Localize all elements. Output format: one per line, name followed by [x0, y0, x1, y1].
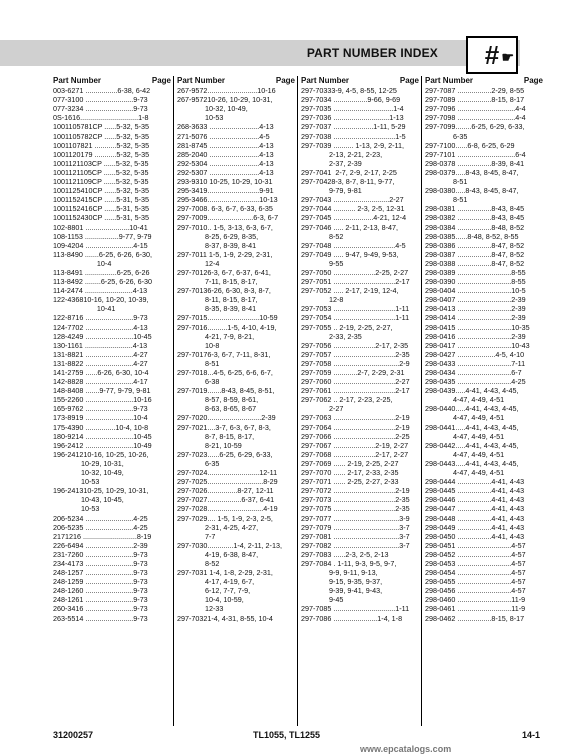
index-entry: 10-29, 10-31, [53, 458, 124, 468]
index-entry: 113-8490 .......6-25, 6-26, 6-30, [53, 249, 152, 259]
index-logo [466, 36, 518, 74]
index-entry: 8-11, 8-15, 8-17, [177, 295, 258, 305]
index-entry: 0S-1616.............................1-8 [53, 113, 149, 123]
index-entry: 298-0416 ...........................2-39 [425, 331, 526, 341]
index-entry: 297-7053 ...............................1-11 [301, 304, 410, 314]
index-entry: 1001152430CP ......5-31, 5-35 [53, 213, 150, 223]
index-entry: 297-7059 ............2-7, 2-29, 2-31 [301, 368, 405, 377]
index-entry: 297-7067 .....................2-19, 2-27 [301, 440, 409, 450]
index-entry: 248-1260 ........................9-73 [53, 586, 148, 596]
index-entry: 4-47, 4-49, 4-51 [425, 431, 505, 441]
index-entry: 298-0452 ...........................4-57 [425, 549, 526, 559]
index-list [301, 86, 419, 623]
index-entry: 8-37, 8-39, 8-41 [177, 240, 257, 250]
index-entry: 077-3100 ........................9-73 [53, 95, 148, 105]
index-entry: 297-7066 ...............................2-25 [301, 431, 410, 441]
index-entry: 10-32, 10-49, [177, 104, 248, 114]
index-entry: 234-4173 ........................9-73 [53, 558, 148, 568]
index-entry: 8-25, 6-29, 8-35, [177, 231, 259, 241]
index-entry: 297-7100......6-8, 6-25, 6-29 [425, 140, 515, 150]
index-entry: 281-8745 .........................4-13 [177, 140, 274, 150]
index-entry: 297-7034 .................9-66, 9-69 [301, 95, 401, 105]
index-entry: 6-38 [177, 377, 220, 387]
index-entry: 298-0404 ...........................10-5 [425, 286, 526, 296]
index-entry: 295-3419..........................9-91 [177, 186, 274, 196]
index-entry: 267-957210-26, 10-29, 10-31, [177, 95, 273, 105]
index-entry: 297-7009.......................6-3, 6-7 [177, 213, 279, 223]
part-number-header: Part Number [53, 76, 102, 85]
index-entry: 6-35 [425, 131, 468, 141]
index-entry: 297-7056 .....................2-17, 2-35 [301, 340, 409, 350]
document-number: 31200257 [53, 730, 94, 740]
index-entry: 8-35, 8-39, 8-41 [177, 304, 257, 314]
index-entry: 148-8408 .......9-77, 9-79, 9-81 [53, 386, 151, 396]
index-entry: 142-8828 ........................4-17 [53, 377, 148, 387]
index-entry: 4-21, 7-9, 8-21, [177, 331, 255, 341]
index-entry: 297-7073 ...............................2-35 [301, 495, 410, 505]
index-entry: 271-5076 .........................4-5 [177, 131, 270, 141]
index-entry: 298-0427 ...................4-5, 4-10 [425, 349, 525, 359]
index-entry: 124-7702 ........................4-13 [53, 322, 148, 332]
index-entry: 298-0433 ...........................7-11 [425, 358, 526, 368]
index-entry: 297-70333-9, 4-5, 8-55, 12-25 [301, 86, 397, 96]
index-entry: 298-0442.....4-41, 4-43, 4-45, [425, 440, 519, 450]
index-entry: 297-7011 1-5, 1-9, 2-29, 2-31, [177, 249, 273, 259]
index-entry: 298-0385......8-48, 8-52, 8-55 [425, 231, 519, 241]
pointing-hand-icon: ☛ [501, 49, 514, 65]
index-entry: 173-8919 ........................10-4 [53, 413, 148, 423]
index-entry: 2-33, 2-35 [301, 331, 362, 341]
column-header [425, 76, 543, 85]
index-entry: 285-2040 .........................4-13 [177, 149, 274, 159]
index-entry: 231-7260 ........................9-73 [53, 549, 148, 559]
index-entry: 7-11, 8-15, 8-17, [177, 277, 258, 287]
column-divider [421, 76, 422, 726]
index-entry: 297-7041 2-7, 2-9, 2-17, 2-25 [301, 167, 397, 177]
index-entry: 298-0386 .................8-47, 8-52 [425, 240, 525, 250]
index-entry: 2-37, 2-39 [301, 158, 362, 168]
index-entry: 2171216 ...........................8-19 [53, 531, 152, 541]
index-entry: 10-41 [53, 304, 116, 314]
watermark: www.epcatalogs.com [360, 744, 452, 754]
index-entry: 4-47, 4-49, 4-51 [425, 468, 505, 478]
index-entry: 297-7027.................6-37, 6-41 [177, 495, 275, 505]
index-entry: 10-4 [53, 258, 112, 268]
index-entry: 298-0407 ...........................2-39 [425, 295, 526, 305]
index-entry: 077-3234 ........................9-73 [53, 104, 148, 114]
index-entry: 108-1153 .................9-77, 9-79 [53, 231, 152, 241]
index-entry: 297-7029.... 1-5, 1-9, 2-3, 2-5, [177, 513, 273, 523]
index-entry: 297-7099........6-25, 6-29, 6-33, [425, 122, 525, 132]
index-entry: 297-70136-26, 6-30, 8-3, 8-7, [177, 286, 271, 296]
index-entry: 298-0413 ...........................2-39 [425, 304, 526, 314]
index-entry: 297-7020...........................2-39 [177, 413, 276, 423]
page-header: Page [275, 76, 295, 85]
index-entry: 003-6271 ................6-38, 6-42 [53, 86, 151, 96]
index-entry: 298-0446 .................4-41, 4-43 [425, 495, 525, 505]
index-entry: 297-7035 ..............................1-4 [301, 104, 404, 114]
page-header: Page [399, 76, 419, 85]
index-entry: 7-7 [177, 531, 216, 541]
index-entry: 10-8 [177, 340, 220, 350]
index-entry: 1001152415CP ......5-31, 5-35 [53, 195, 150, 205]
index-entry: 297-7096 .............................4-4 [425, 104, 526, 114]
index-entry: 113-8491 ................6-25, 6-26 [53, 267, 150, 277]
index-entry: 122-436810-16, 10-20, 10-39, [53, 295, 149, 305]
index-entry: 130-1161 ........................4-13 [53, 340, 148, 350]
index-entry: 297-7057 ...............................2-35 [301, 349, 410, 359]
index-entry: 297-7068 .....................2-17, 2-27 [301, 449, 409, 459]
index-entry: 298-0414 ...........................2-39 [425, 313, 526, 323]
index-entry: 298-0417 ...........................10-43 [425, 340, 530, 350]
index-entry: 297-7071 ...... 2-25, 2-27, 2-33 [301, 477, 399, 487]
index-entry: 297-7021....3-7, 6-3, 6-7, 8-3, [177, 422, 271, 432]
index-entry: 1001121105CP ......5-32, 5-35 [53, 167, 149, 177]
index-entry: 292-5304 .........................4-13 [177, 158, 274, 168]
index-entry: 4-17, 4-19, 6-7, [177, 577, 255, 587]
index-entry: 260-3416 ........................9-73 [53, 604, 148, 614]
index-entry: 206-5234 ........................4-25 [53, 513, 148, 523]
index-entry: 298-0388 .................8-47, 8-52 [425, 258, 525, 268]
index-entry: 297-7084 . 1-11, 9-3, 9-5, 9-7, [301, 558, 397, 568]
column-header [177, 76, 295, 85]
index-entry: 298-0380.....8-43, 8-45, 8-47, [425, 186, 519, 196]
index-entry: 298-0450 .................4-41, 4-43 [425, 531, 525, 541]
index-entry: 297-7008. 6-3, 6-7, 6-33, 6-35 [177, 204, 273, 214]
index-entry: 298-0461 ...........................11-9 [425, 604, 526, 614]
index-entry: 8-52 [301, 231, 344, 241]
index-entry: 297-7043 ............................2-27 [301, 195, 404, 205]
index-entry: 297-7079 .................................3-7 [301, 522, 410, 532]
index-entry: 1001125410CP ......5-32, 5-35 [53, 186, 150, 196]
index-entry: 298-0435 ...........................4-25 [425, 377, 526, 387]
index-entry: 297-7049 ..... 9-47, 9-49, 9-53, [301, 249, 399, 259]
index-entry: 298-0444 .................4-41, 4-43 [425, 477, 525, 487]
index-entry: 128-4249 ........................10-45 [53, 331, 152, 341]
index-entry: 8-51 [177, 358, 220, 368]
index-entry: 2-13, 2-21, 2-23, [301, 149, 383, 159]
index-entry: 8-57, 8-59, 8-61, [177, 395, 259, 405]
index-entry: 6-12, 7-7, 7-9, [177, 586, 251, 596]
index-entry: 297-7015..........................10-59 [177, 313, 278, 323]
index-entry: 196-241310-25, 10-29, 10-31, [53, 486, 149, 496]
index-entry: 8-52 [177, 558, 220, 568]
index-entry: 297-7046 ..... 2-11, 2-13, 8-47, [301, 222, 398, 232]
index-entry: 268-3633 .........................4-13 [177, 122, 274, 132]
index-entry: 109-4204 ........................4-15 [53, 240, 148, 250]
index-entry: 298-0415 ...........................10-35 [425, 322, 530, 332]
index-entry: 196-2412 ........................10-49 [53, 440, 152, 450]
index-entry: 297-7060 ...............................2-27 [301, 377, 410, 387]
index-entry: 298-0382 .................8-43, 8-45 [425, 213, 525, 223]
index-entry: 297-7018...4-5, 6-25, 6-6, 6-7, [177, 368, 273, 377]
index-entry: 298-0379.....8-43, 8-45, 8-47, [425, 167, 519, 177]
index-entry: 297-7054 ...............................1-11 [301, 313, 410, 323]
index-entry: 297-7101 .............................6-4 [425, 149, 526, 159]
index-entry: 297-7069 ...... 2-19, 2-25, 2-27 [301, 458, 399, 468]
index-entry: 298-0447 .................4-41, 4-43 [425, 504, 525, 514]
index-entry: 297-7082 .................................3-7 [301, 540, 410, 550]
index-entry: 102-8801 ......................10-41 [53, 222, 148, 232]
index-entry: 297-70428-3, 8-7, 8-11, 9-77, [301, 177, 395, 187]
index-entry: 297-7070 ...... 2-17, 2-33, 2-35 [301, 468, 399, 478]
index-entry: 298-0462 .................8-15, 8-17 [425, 613, 525, 623]
index-entry: 298-0453 ...........................4-57 [425, 558, 526, 568]
index-entry: 10-32, 10-49, [53, 468, 124, 478]
index-entry: 297-7050 .....................2-25, 2-27 [301, 267, 409, 277]
page-header: Page [151, 76, 171, 85]
index-entry: 298-0387 .................8-47, 8-52 [425, 249, 525, 259]
index-entry: 298-0440.....4-41, 4-43, 4-45, [425, 404, 519, 414]
column-divider [297, 76, 298, 726]
index-entry: 10-53 [177, 113, 224, 123]
page-title: PART NUMBER INDEX [306, 46, 438, 60]
index-entry: 141-2759 ......6-26, 6-30, 10-4 [53, 368, 149, 377]
index-entry: 8-7, 8-15, 8-17, [177, 431, 255, 441]
index-entry: 1001152416CP ......5-31, 5-35 [53, 204, 150, 214]
index-entry: 155-2260 ........................10-16 [53, 395, 152, 405]
index-entry: 165-9762 ........................9-73 [53, 404, 148, 414]
column-divider [173, 76, 174, 726]
index-entry: 297-7081 .................................3-7 [301, 531, 410, 541]
index-entry: 297-7061 ...............................2-17 [301, 386, 410, 396]
index-entry: 10-53 [53, 504, 100, 514]
index-list [177, 86, 295, 623]
index-entry: 298-0455 ...........................4-57 [425, 577, 526, 587]
index-entry: 4-19, 6-38, 8-47, [177, 549, 259, 559]
index-entry: 297-7064 ...............................2-19 [301, 422, 410, 432]
index-entry: 297-7055 .. 2-19, 2-25, 2-27, [301, 322, 393, 332]
index-list [53, 86, 171, 623]
index-entry: 298-0439.....4-41, 4-43, 4-45, [425, 386, 519, 396]
index-entry: 248-1259 ........................9-73 [53, 577, 148, 587]
index-entry: 297-7025............................8-29 [177, 477, 278, 487]
index-entry: 297-7038 ...............................1-5 [301, 131, 406, 141]
index-entry: 196-241210-16, 10-25, 10-26, [53, 449, 149, 459]
index-entry: 298-0451 ...........................4-57 [425, 540, 526, 550]
index-entry: 8-51 [425, 177, 468, 187]
page-number: 14-1 [521, 730, 540, 740]
index-entry: 2-27 [301, 404, 344, 414]
index-entry: 113-8492 ........6-25, 6-26, 6-30 [53, 277, 152, 287]
index-entry: 6-35 [177, 458, 220, 468]
index-entry: 10-43, 10-45, [53, 495, 124, 505]
index-entry: 298-0378 .................8-39, 8-41 [425, 158, 525, 168]
index-entry: 10-4, 10-59, [177, 595, 244, 605]
index-entry: 10-53 [53, 477, 100, 487]
index-entry: 9-45 [301, 595, 344, 605]
index-entry: 297-7086 ......................1-4, 1-8 [301, 613, 403, 623]
index-entry: 1001120179 ...........5-32, 5-35 [53, 149, 150, 159]
index-entry: 297-7037 ....................1-11, 5-29 [301, 122, 406, 132]
index-entry: 297-7039 .......... 1-13, 2-9, 2-11, [301, 140, 404, 150]
index-entry: 297-7083 ......2-3, 2-5, 2-13 [301, 549, 389, 559]
index-header-bar [0, 40, 520, 70]
index-entry: 12-4 [177, 258, 220, 268]
index-entry: 298-0443.....4-41, 4-43, 4-45, [425, 458, 519, 468]
index-entry: 297-7031 1-4, 1-8, 2-29, 2-31, [177, 568, 273, 578]
index-entry: 297-7016..........1-5, 4-10, 4-19, [177, 322, 277, 332]
index-entry: 297-7077 .................................3-9 [301, 513, 410, 523]
index-entry: 297-7052 ..... 2-17, 2-19, 12-4, [301, 286, 399, 296]
index-entry: 12-33 [177, 604, 224, 614]
index-entry: 297-7026...............8-27, 12-11 [177, 486, 274, 496]
index-entry: 206-5235 ........................4-25 [53, 522, 148, 532]
index-entry: 297-7023......6-25, 6-29, 6-33, [177, 449, 273, 459]
index-entry: 298-0456 ...........................4-57 [425, 586, 526, 596]
index-entry: 298-0381 .................8-43, 8-45 [425, 204, 525, 214]
index-entry: 297-7072 ...............................2-19 [301, 486, 410, 496]
index-column-4 [425, 76, 543, 726]
index-entry: 298-0460 ...........................11-9 [425, 595, 526, 605]
index-entry: 122-8716 ........................9-73 [53, 313, 148, 323]
page-header: Page [523, 76, 543, 85]
index-entry: 8-21, 10-59 [177, 440, 242, 450]
index-entry: 298-0434 ...........................6-7 [425, 368, 522, 377]
index-entry: 4-47, 4-49, 4-51 [425, 449, 505, 459]
index-entry: 298-0445 .................4-41, 4-43 [425, 486, 525, 496]
index-entry: 12-8 [301, 295, 344, 305]
index-entry: 297-7051 ...............................2-17 [301, 277, 410, 287]
index-entry: 131-8821 ........................4-27 [53, 349, 148, 359]
index-entry: 8-63, 8-65, 8-67 [177, 404, 257, 414]
index-entry: 9-9, 9-11, 9-13, [301, 568, 378, 578]
index-entry: 298-0441.....4-41, 4-43, 4-45, [425, 422, 519, 432]
index-columns [53, 76, 543, 726]
index-entry: 297-70321-4, 4-31, 8-55, 10-4 [177, 613, 273, 623]
column-header [53, 76, 171, 85]
index-entry: 297-7036 ............................1-13 [301, 113, 404, 123]
index-list [425, 86, 543, 623]
index-entry: 1001105782CP ......5-32, 5-35 [53, 131, 150, 141]
index-entry: 297-7019.......8-43, 8-45, 8-51, [177, 386, 275, 396]
index-entry: 297-7063 ...............................2-19 [301, 413, 410, 423]
index-column-1 [53, 76, 171, 726]
index-entry: 297-7087 .................2-29, 8-55 [425, 86, 525, 96]
index-entry: 297-7062 .. 2-17, 2-23, 2-25, [301, 395, 393, 405]
index-entry: 1001105781CP ......5-32, 5-35 [53, 122, 150, 132]
index-entry: 295-3466..........................10-13 [177, 195, 278, 205]
index-entry: 1001121103CP ......5-32, 5-35 [53, 158, 149, 168]
index-entry: 297-7028............................4-19 [177, 504, 278, 514]
column-header [301, 76, 419, 85]
index-entry: 8-51 [425, 195, 468, 205]
index-entry: 298-0389 ...........................8-55 [425, 267, 526, 277]
index-entry: 298-0448 .................4-41, 4-43 [425, 513, 525, 523]
index-column-2 [177, 76, 295, 726]
index-entry: 297-70126-3, 6-7, 6-37, 6-41, [177, 267, 271, 277]
index-entry: 131-8822 ........................4-27 [53, 358, 148, 368]
index-entry: 1001107821 ...........5-32, 5-35 [53, 140, 150, 150]
part-number-header: Part Number [425, 76, 474, 85]
index-entry: 114-2474 ........................4-13 [53, 286, 148, 296]
index-entry: 298-0449 .................4-41, 4-43 [425, 522, 525, 532]
index-entry: 297-70176-3, 6-7, 7-11, 8-31, [177, 349, 271, 359]
index-entry: 9-79, 9-81 [301, 186, 362, 196]
index-entry: 297-7045 ....................4-21, 12-4 [301, 213, 407, 223]
index-entry: 292-5307 .........................4-13 [177, 167, 274, 177]
index-entry: 297-7030.............1-4, 2-11, 2-13, [177, 540, 282, 550]
index-column-3 [301, 76, 419, 726]
index-entry: 297-7075 ...............................2-35 [301, 504, 410, 514]
index-entry: 297-7085 ...............................1-11 [301, 604, 410, 614]
index-entry: 180-9214 ........................10-45 [53, 431, 152, 441]
index-entry: 248-1257 ........................9-73 [53, 568, 148, 578]
index-entry: 263-5514 ........................9-73 [53, 613, 148, 623]
index-entry: 293-9310 10-25, 10-29, 10-31 [177, 177, 273, 187]
index-entry: 297-7010.. 1-5, 3-13, 6-3, 6-7, [177, 222, 273, 232]
index-entry: 9-39, 9-41, 9-43, [301, 586, 383, 596]
index-entry: 297-7048 ...............................4-5 [301, 240, 406, 250]
index-entry: 267-9572.........................10-16 [177, 86, 276, 96]
index-entry: 297-7089 .................8-15, 8-17 [425, 95, 525, 105]
index-entry: 4-47, 4-49, 4-51 [425, 413, 505, 423]
index-entry: 4-47, 4-49, 4-51 [425, 395, 505, 405]
index-entry: 9-55 [301, 258, 344, 268]
hash-icon: # [484, 40, 500, 70]
index-entry: 298-0454 ...........................4-57 [425, 568, 526, 578]
index-entry: 298-0384 .................8-48, 8-52 [425, 222, 525, 232]
index-entry: 175-4390 ...............10-4, 10-8 [53, 422, 149, 432]
index-entry: 298-0390 ...........................8-55 [425, 277, 526, 287]
model-names: TL1055, TL1255 [253, 730, 321, 740]
index-entry: 297-7024..........................12-11 [177, 468, 278, 478]
index-entry: 297-7044 ........... 2-3, 2-5, 12-31 [301, 204, 405, 214]
index-entry: 248-1261 ........................9-73 [53, 595, 148, 605]
index-entry: 226-6494 ........................2-39 [53, 540, 148, 550]
index-entry: 297-7098 .............................4-4 [425, 113, 526, 123]
index-entry: 2-31, 4-25, 4-27, [177, 522, 259, 532]
index-entry: 9-15, 9-35, 9-37, [301, 577, 383, 587]
index-entry: 297-7058 .................................2-9 [301, 358, 410, 368]
part-number-header: Part Number [177, 76, 226, 85]
index-entry: 1001121109CP ......5-32, 5-35 [53, 177, 149, 187]
part-number-header: Part Number [301, 76, 350, 85]
